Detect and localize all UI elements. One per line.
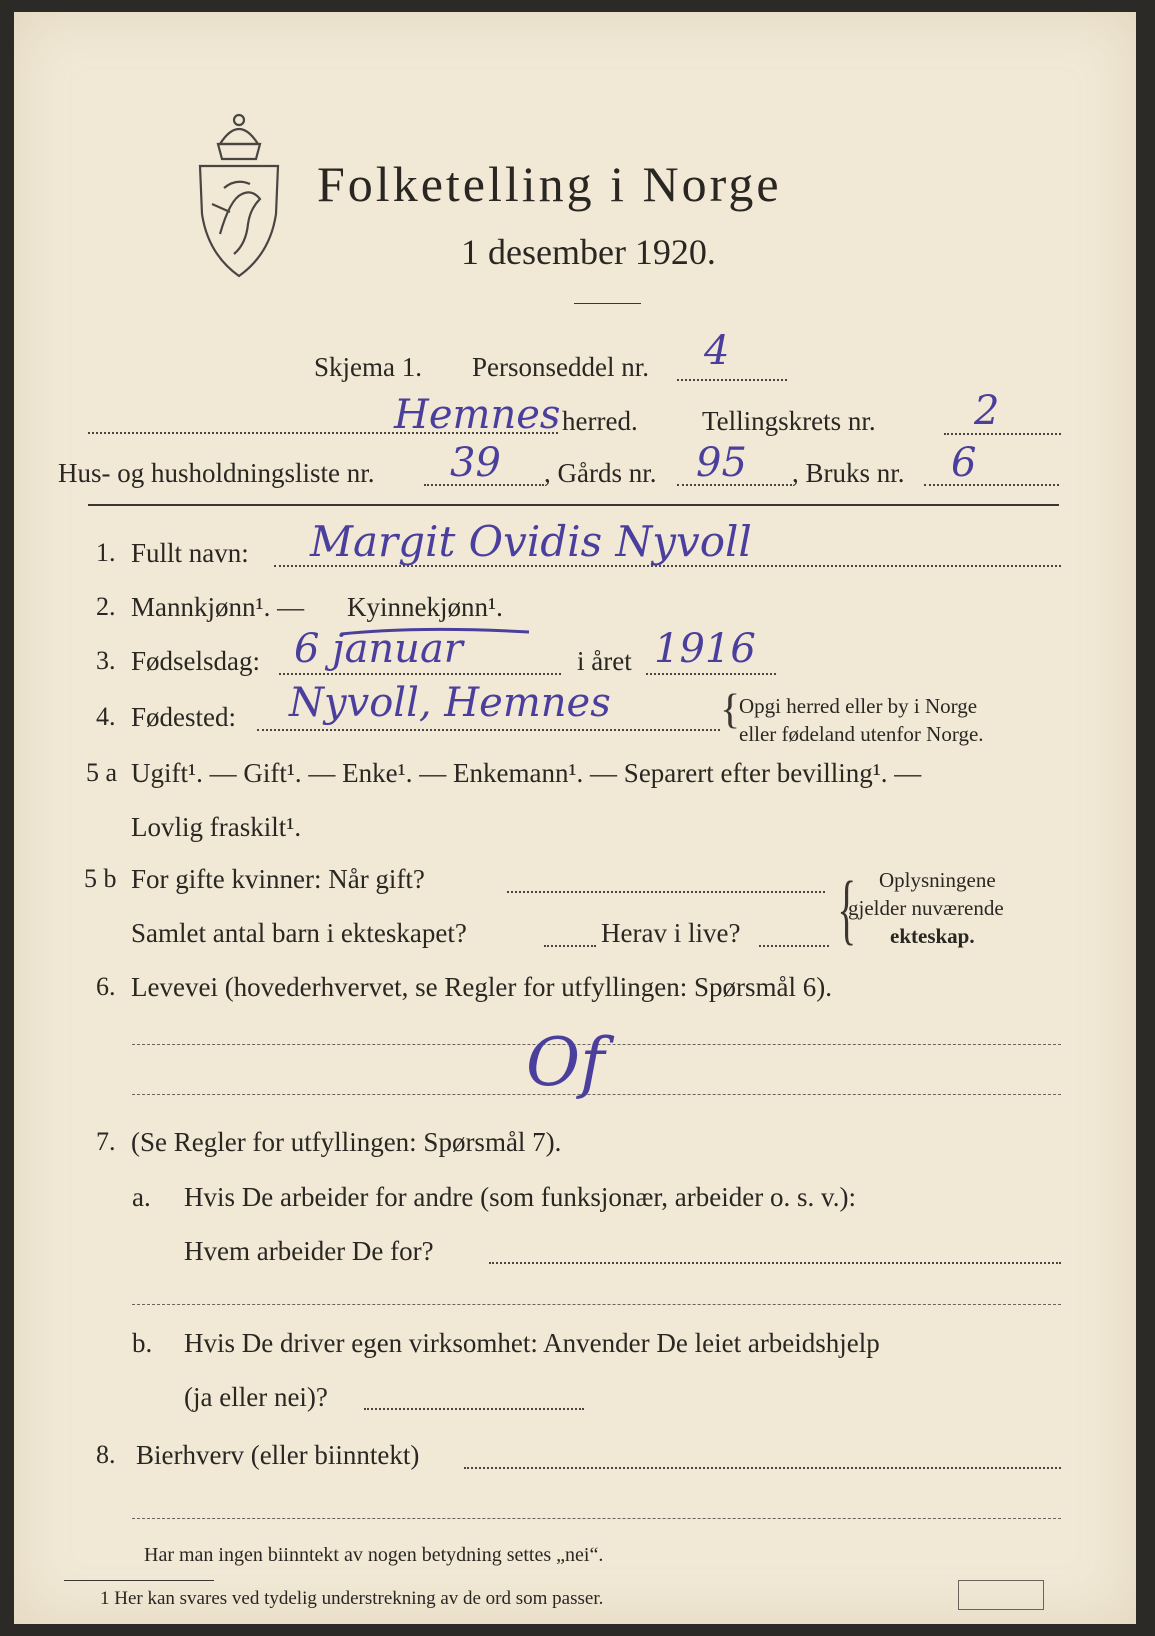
herred-value[interactable]: Hemnes: [394, 392, 561, 438]
tellingskrets-dots: [944, 433, 1061, 435]
q8-line: [132, 1518, 1061, 1519]
q5b-alive-label: Herav i live?: [601, 918, 741, 948]
q3-day-dots: [279, 673, 561, 675]
q4-note-1: Opgi herred eller by i Norge: [739, 694, 978, 718]
q7-number: 7.: [96, 1127, 116, 1156]
q5b-children-dots: [544, 945, 596, 947]
q5b-married-label: For gifte kvinner: Når gift?: [131, 864, 425, 894]
footnote-rule: [64, 1580, 214, 1581]
q4-note-2: eller fødeland utenfor Norge.: [739, 722, 984, 746]
gender-female-option[interactable]: Kyinnekjønn¹.: [347, 592, 503, 622]
q5a-number: 5 a: [86, 758, 118, 787]
q6-label: Levevei (hovederhvervet, se Regler for utfyllingen: Spørsmål 6).: [131, 972, 833, 1002]
personseddel-dots: [677, 379, 787, 381]
q4-label: Fødested:: [131, 702, 236, 732]
census-form-page: [14, 12, 1136, 1624]
hus-label: Hus- og husholdningsliste nr.: [58, 458, 375, 488]
q7b-letter: b.: [132, 1328, 153, 1358]
q7a-label-2: Hvem arbeider De for?: [184, 1236, 434, 1266]
q7b-label-1: Hvis De driver egen virksomhet: Anvender De leiet arbeidshjelp: [184, 1328, 880, 1358]
q4-brace: {: [720, 687, 741, 733]
q7a-letter: a.: [132, 1182, 151, 1212]
q3-label: Fødselsdag:: [131, 646, 261, 676]
tellingskrets-label: Tellingskrets nr.: [702, 406, 876, 436]
gards-label: , Gårds nr.: [544, 458, 657, 488]
tellingskrets-number[interactable]: 2: [974, 388, 1000, 434]
q8-note: Har man ingen biinntekt av nogen betydning settes „nei“.: [144, 1544, 604, 1566]
q6-number: 6.: [96, 972, 116, 1001]
bruks-dots: [924, 484, 1059, 486]
q5b-note-3: ekteskap.: [890, 924, 975, 948]
full-name-value[interactable]: Margit Ovidis Nyvoll: [310, 517, 752, 566]
footnote-text: 1 Her kan svares ved tydelig understrekning av de ord som passer.: [100, 1588, 604, 1609]
q4-dots: [257, 729, 720, 731]
q7b-label-2: (ja eller nei)?: [184, 1382, 328, 1412]
gards-number[interactable]: 95: [696, 440, 747, 486]
q5b-brace: {: [837, 865, 857, 952]
skjema-label: Skjema 1.: [314, 352, 422, 382]
birth-year-value[interactable]: 1916: [654, 626, 756, 672]
q7a-label-1: Hvis De arbeider for andre (som funksjonær, arbeider o. s. v.):: [184, 1182, 856, 1212]
personseddel-label: Personseddel nr.: [472, 352, 649, 382]
q1-label: Fullt navn:: [131, 538, 249, 568]
q5b-married-dots: [507, 891, 825, 893]
hus-number[interactable]: 39: [450, 440, 501, 486]
q7-label: (Se Regler for utfyllingen: Spørsmål 7).: [131, 1127, 562, 1157]
coat-of-arms-icon: [190, 104, 288, 284]
bruks-number[interactable]: 6: [951, 440, 977, 486]
header-separator: [88, 504, 1059, 506]
q1-number: 1.: [96, 538, 116, 567]
q5b-alive-dots: [759, 945, 829, 947]
birthplace-value[interactable]: Nyvoll, Hemnes: [289, 680, 611, 726]
form-title: Folketelling i Norge: [317, 156, 782, 212]
q2-number: 2.: [96, 592, 116, 621]
title-divider: [574, 303, 641, 304]
bruks-label: , Bruks nr.: [792, 458, 905, 488]
census-date: 1 desember 1920.: [461, 232, 716, 272]
gender-male-option[interactable]: Mannkjønn¹. —: [131, 592, 305, 622]
q8-label: Bierhverv (eller biinntekt): [136, 1440, 420, 1470]
printer-stamp: [958, 1580, 1044, 1610]
q7a-dots: [489, 1262, 1061, 1264]
q5b-children-label: Samlet antal barn i ekteskapet?: [131, 918, 467, 948]
q5b-number: 5 b: [84, 864, 117, 893]
q8-dots: [464, 1467, 1061, 1469]
civil-status-options[interactable]: Ugift¹. — Gift¹. — Enke¹. — Enkemann¹. — Separert efter bevilling¹. —: [131, 758, 922, 788]
q5b-note-1: Oplysningene: [879, 868, 996, 892]
q7b-dots: [364, 1408, 584, 1410]
q3-number: 3.: [96, 646, 116, 675]
q3-year-label: i året: [577, 646, 632, 676]
q3-year-dots: [646, 673, 776, 675]
q7a-line: [132, 1304, 1061, 1305]
civil-status-divorced[interactable]: Lovlig fraskilt¹.: [131, 812, 302, 842]
q4-number: 4.: [96, 702, 116, 731]
q5b-note-2: gjelder nuværende: [848, 896, 1004, 920]
birth-day-value[interactable]: 6 januar: [294, 626, 463, 672]
q8-number: 8.: [96, 1440, 116, 1469]
herred-label: herred.: [562, 406, 638, 436]
personseddel-number[interactable]: 4: [704, 328, 730, 374]
occupation-value[interactable]: Of: [526, 1024, 605, 1101]
